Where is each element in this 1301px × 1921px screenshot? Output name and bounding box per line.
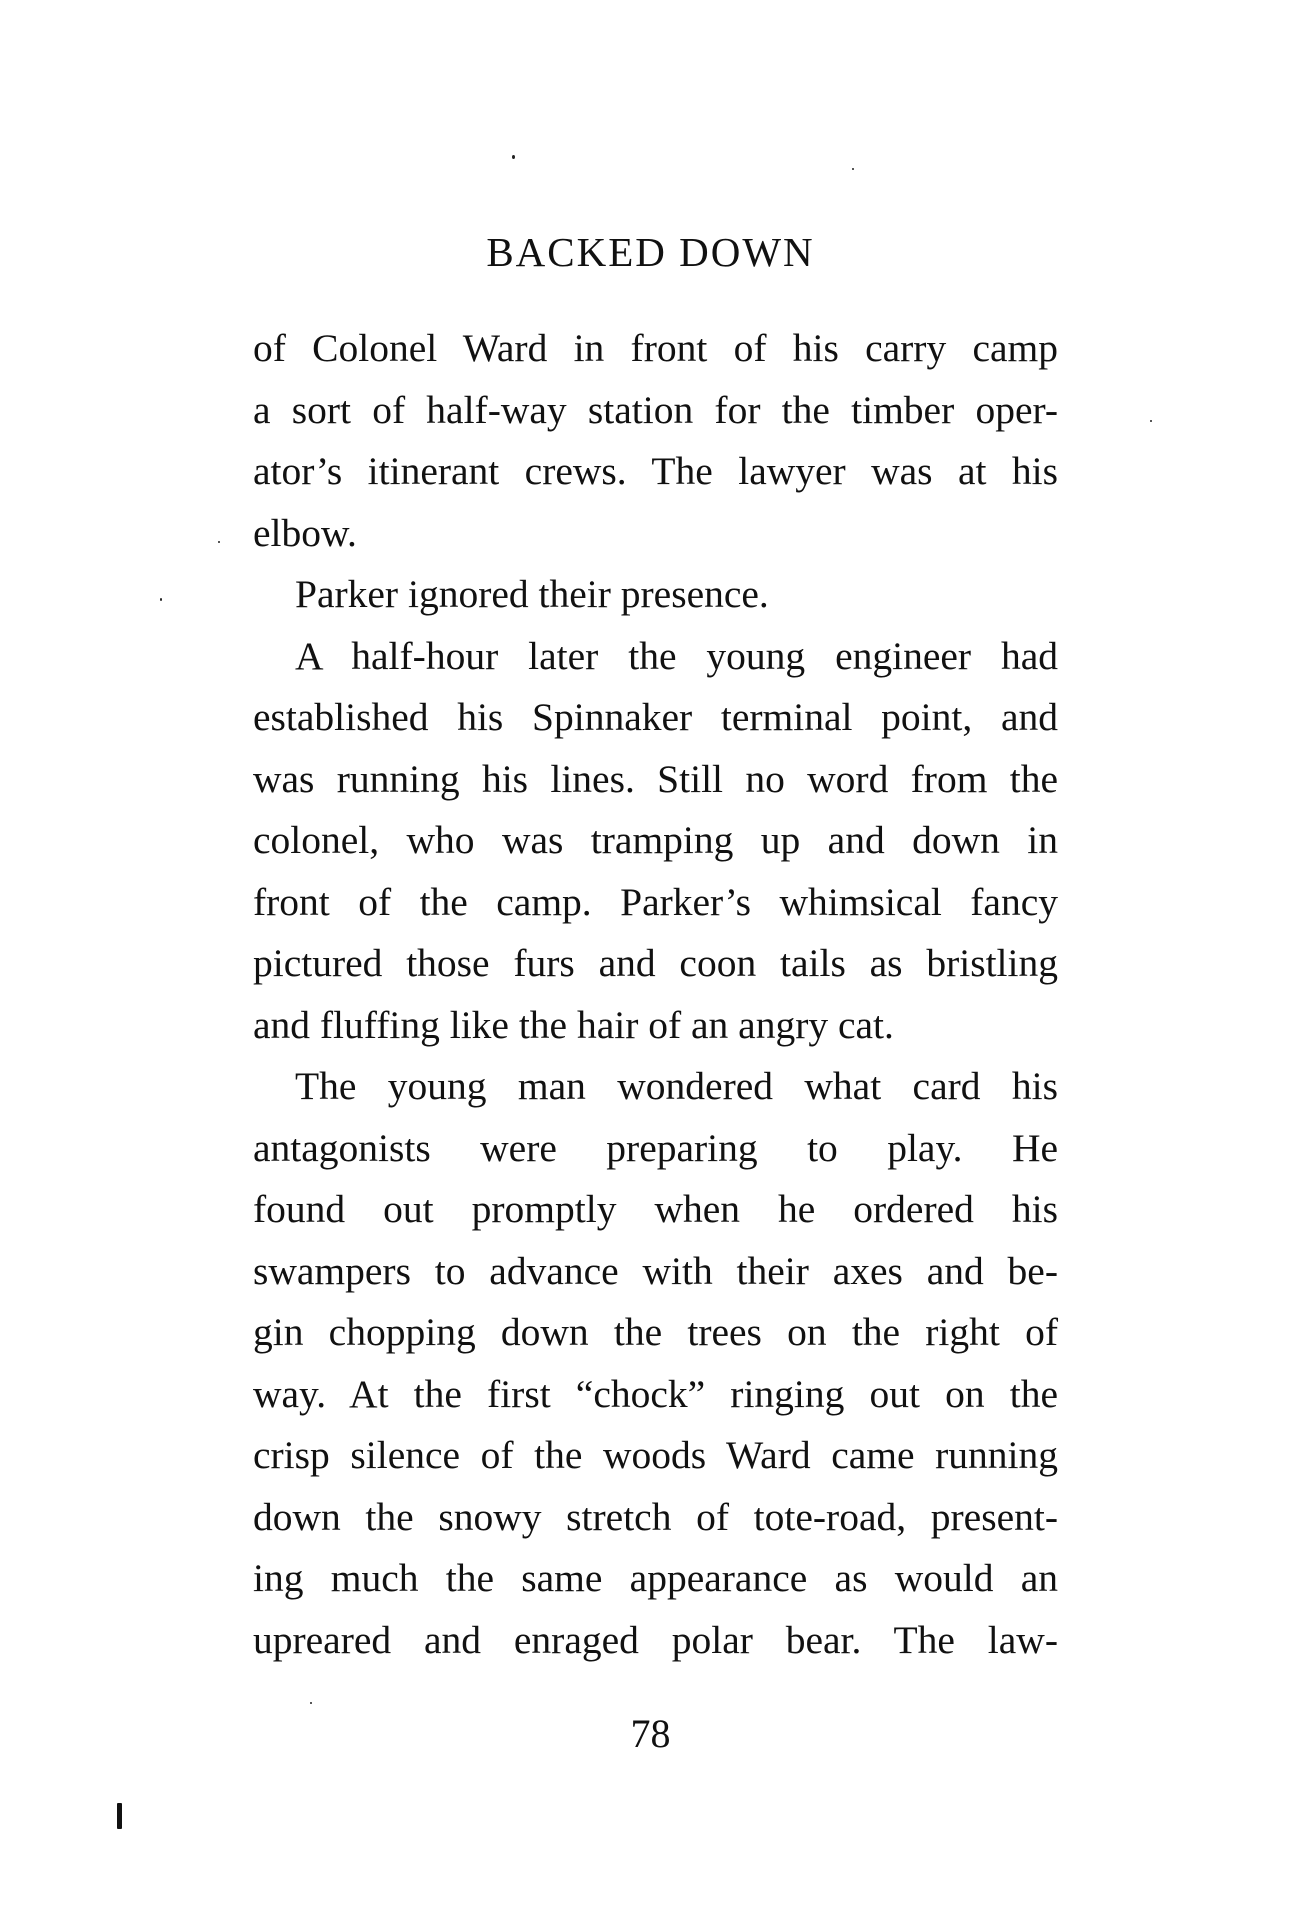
scan-speck: [512, 155, 515, 159]
text-line: Parker ignored their presence.: [295, 572, 769, 616]
body-text: [253, 318, 1058, 1671]
text-line: pictured those furs and coon tails as bristling: [253, 941, 1058, 985]
text-line: crisp silence of the woods Ward came running: [253, 1433, 1058, 1477]
text-line: The young man wondered what card his: [295, 1064, 1058, 1108]
text-line: of Colonel Ward in front of his carry camp: [253, 326, 1058, 370]
running-head: BACKED DOWN: [486, 229, 815, 275]
text-line: established his Spinnaker terminal point, and: [253, 695, 1058, 739]
scan-speck: [310, 1702, 312, 1704]
page-number: 78: [630, 1711, 671, 1756]
text-line: A half-hour later the young engineer had: [295, 633, 1058, 678]
text-line: swampers to advance with their axes and be-: [253, 1248, 1058, 1293]
text-line: down the snowy stretch of tote-road, present-: [253, 1494, 1058, 1539]
scan-speck: [160, 598, 162, 601]
text-line: front of the camp. Parker’s whimsical fancy: [253, 879, 1058, 924]
text-line: a sort of half-way station for the timber oper-: [253, 387, 1058, 432]
scan-speck: [1150, 420, 1152, 422]
binding-mark: [117, 1803, 122, 1829]
text-line: colonel, who was tramping up and down in: [253, 818, 1058, 862]
text-line: and fluffing like the hair of an angry cat.: [253, 1002, 894, 1047]
text-line: upreared and enraged polar bear. The law-: [253, 1617, 1058, 1662]
text-line: found out promptly when he ordered his: [253, 1187, 1058, 1231]
text-line: elbow.: [253, 510, 357, 555]
text-line: antagonists were preparing to play. He: [253, 1125, 1058, 1170]
text-line: way. At the first “chock” ringing out on the: [253, 1371, 1058, 1416]
text-line: gin chopping down the trees on the right of: [253, 1310, 1058, 1354]
scan-speck: [218, 541, 220, 543]
text-line: was running his lines. Still no word from the: [253, 756, 1058, 801]
text-line: ator’s itinerant crews. The lawyer was at his: [253, 449, 1058, 493]
scan-speck: [852, 168, 854, 170]
text-line: ing much the same appearance as would an: [253, 1556, 1058, 1600]
